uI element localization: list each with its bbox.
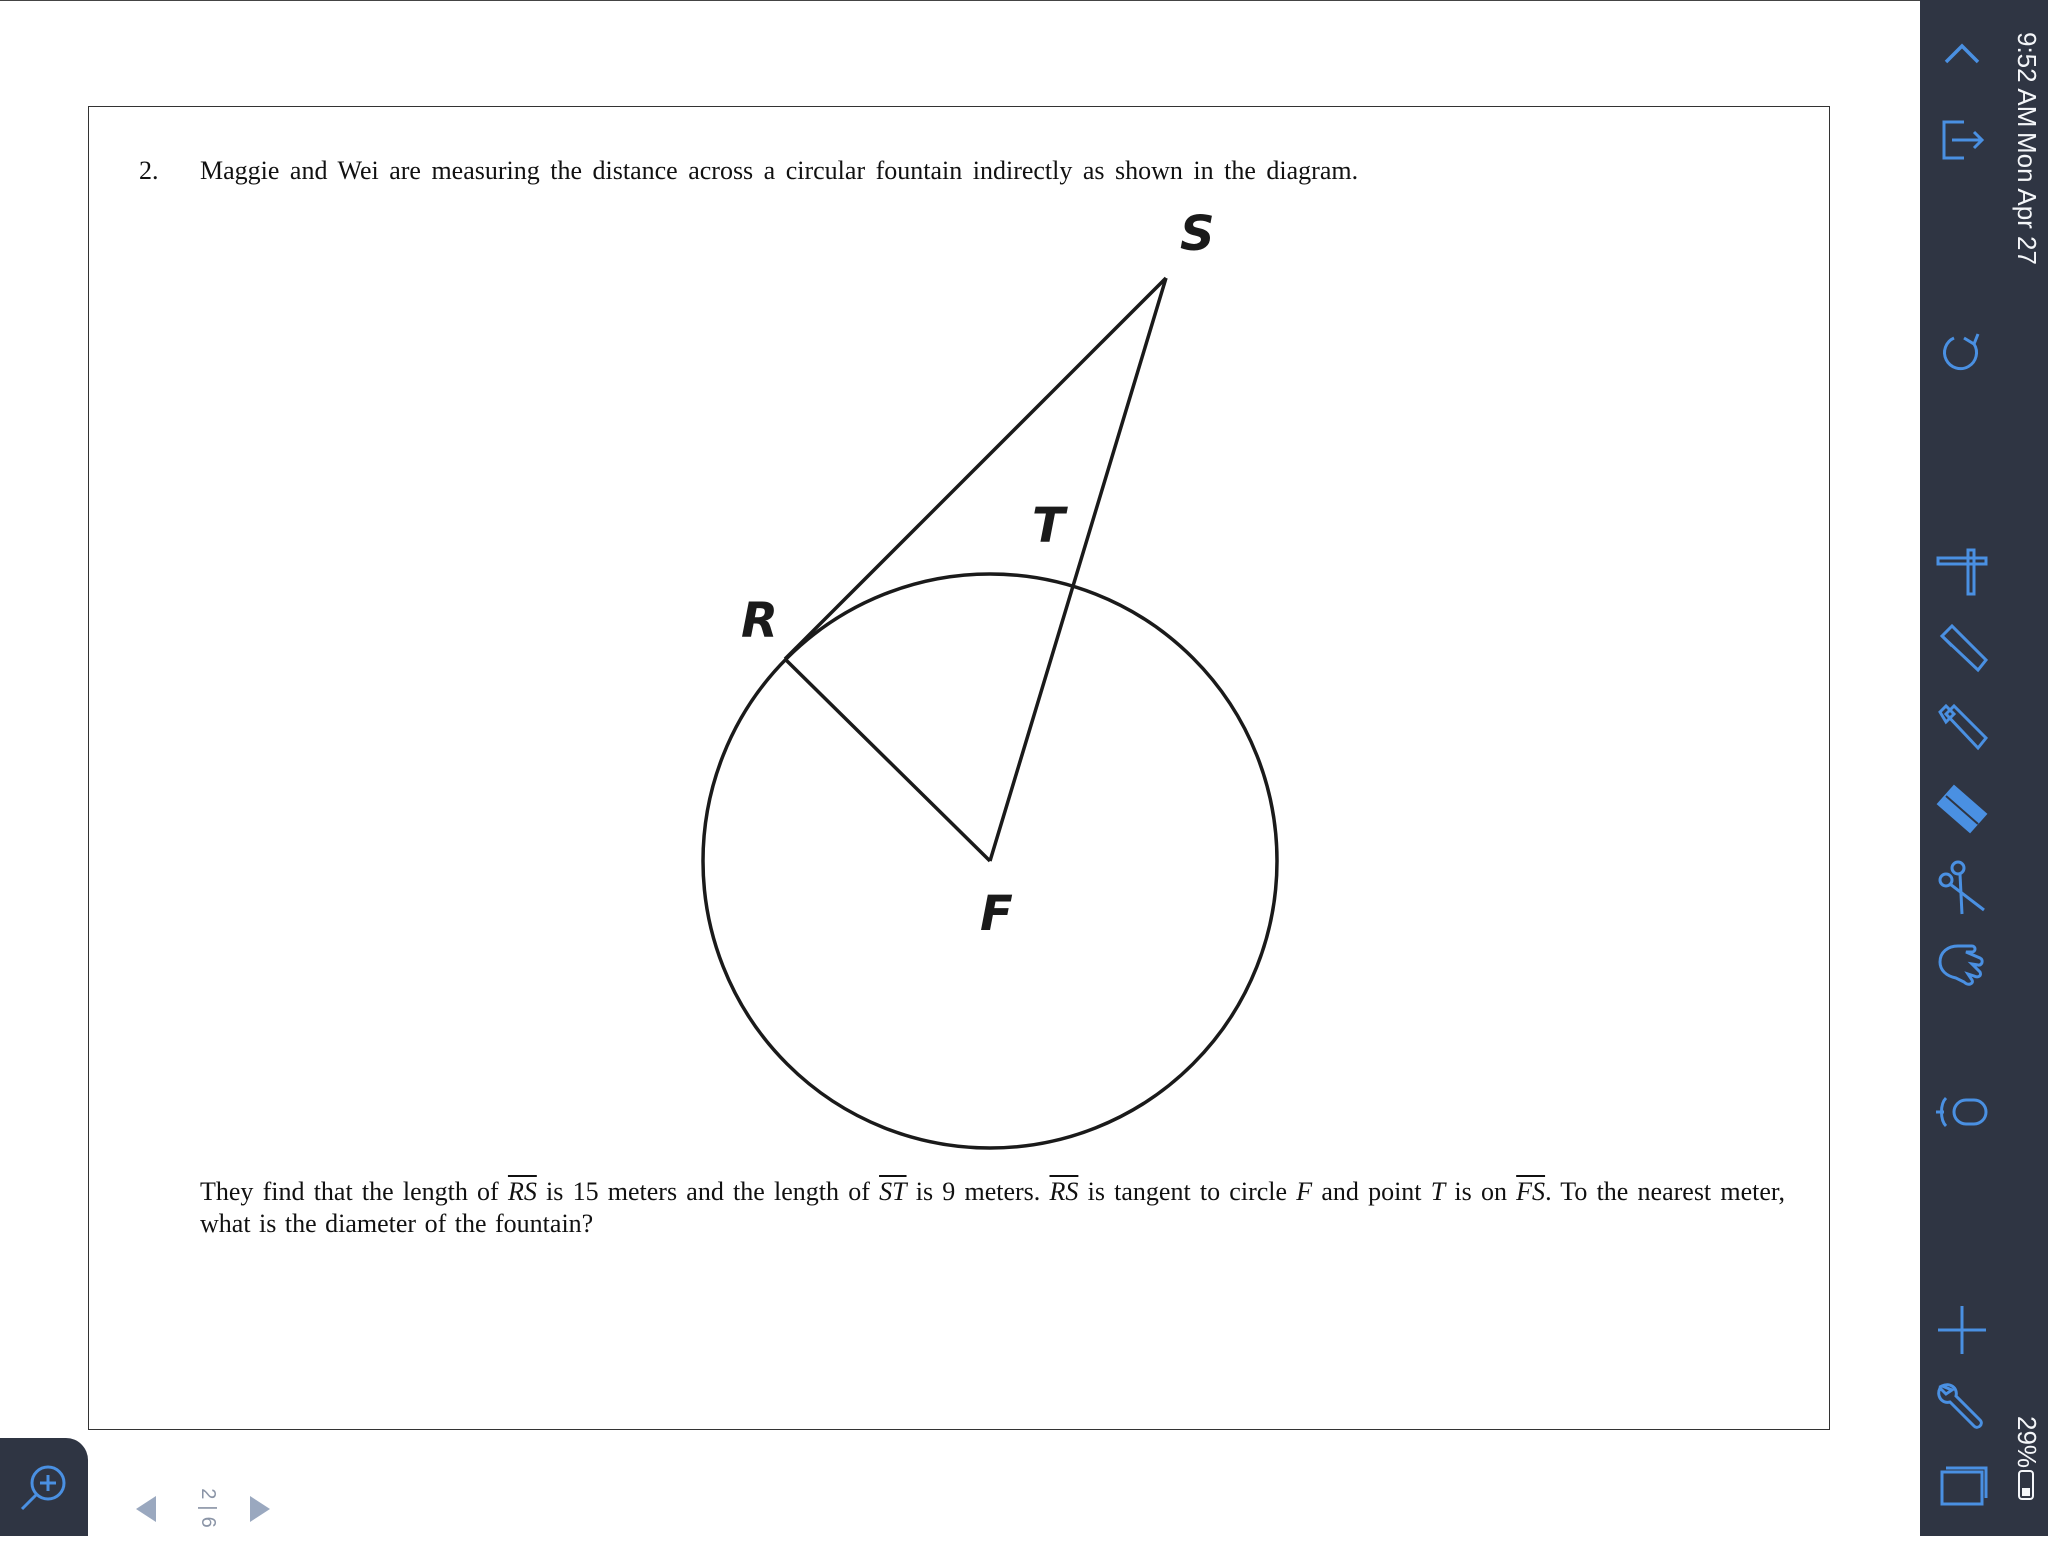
collapse-button[interactable] — [1930, 22, 1994, 86]
next-page-icon[interactable] — [246, 1494, 272, 1524]
status-date: Mon Apr 27 — [2012, 132, 2042, 265]
question-prompt: Maggie and Wei are measuring the distance across a circular fountain indirectly as shown in the diagram. — [200, 156, 1359, 185]
status-battery: 29% — [2012, 1416, 2042, 1469]
page-counter — [192, 1468, 224, 1548]
highlighter-icon — [1932, 698, 1992, 758]
eraser-button[interactable] — [1930, 776, 1994, 840]
hand-pointer-icon — [1932, 932, 1992, 992]
hand-button[interactable] — [1930, 930, 1994, 994]
eraser-icon — [1932, 778, 1992, 838]
scissors-button[interactable] — [1930, 856, 1994, 920]
segment-RF — [785, 659, 990, 861]
page-current: 2 — [197, 1488, 220, 1500]
undo-icon — [1932, 322, 1992, 382]
add-button[interactable] — [1930, 1298, 1994, 1362]
pages-icon — [1932, 1454, 1992, 1514]
chevron-up-icon — [1932, 24, 1992, 84]
undo-button[interactable] — [1930, 320, 1994, 384]
page-navigation — [128, 1488, 278, 1528]
segment-label-RS-2: $\overline{RS}$ — [1049, 1177, 1079, 1206]
pages-button[interactable] — [1930, 1452, 1994, 1516]
share-button[interactable] — [1930, 108, 1994, 172]
battery-icon — [2018, 1470, 2034, 1500]
page-separator: | — [197, 1505, 220, 1511]
status-time: 9:52 AM — [2012, 32, 2042, 128]
page-total: 6 — [197, 1516, 220, 1528]
question-body: They find that the length of $\overline{RS}$ is 15 meters and the length of $\overline{ST}$ is 9 meters. $\overline{RS}$ is tangent to circle F and point T is on $\overline{FS}$. To the nearest meter, what is the diameter of the fountain? — [200, 1177, 1786, 1238]
segment-label-FS: $\overline{FS}$ — [1516, 1177, 1546, 1206]
pen-button[interactable] — [1930, 616, 1994, 680]
pen-icon — [1932, 618, 1992, 678]
top-border — [0, 0, 1920, 1]
segment-label-RS: $\overline{RS}$ — [507, 1177, 537, 1206]
segment-label-ST: $\overline{ST}$ — [879, 1177, 907, 1206]
text-tool-icon — [1932, 540, 1992, 600]
zoom-in-icon — [16, 1459, 72, 1515]
share-icon — [1932, 110, 1992, 170]
label-T: T — [1032, 498, 1065, 554]
plus-icon — [1932, 1300, 1992, 1360]
zoom-button[interactable] — [0, 1438, 88, 1536]
settings-button[interactable] — [1930, 1374, 1994, 1438]
scissors-icon — [1932, 858, 1992, 918]
highlighter-button[interactable] — [1930, 696, 1994, 760]
microphone-icon — [1932, 1082, 1992, 1142]
previous-page-icon[interactable] — [134, 1494, 160, 1524]
text-tool-button[interactable] — [1930, 538, 1994, 602]
label-F: F — [980, 886, 1013, 942]
question-number: 2. — [139, 156, 159, 185]
label-S: S — [1180, 206, 1215, 262]
wrench-icon — [1932, 1376, 1992, 1436]
microphone-button[interactable] — [1930, 1080, 1994, 1144]
label-R: R — [741, 593, 778, 649]
geometry-diagram — [600, 180, 1400, 1160]
